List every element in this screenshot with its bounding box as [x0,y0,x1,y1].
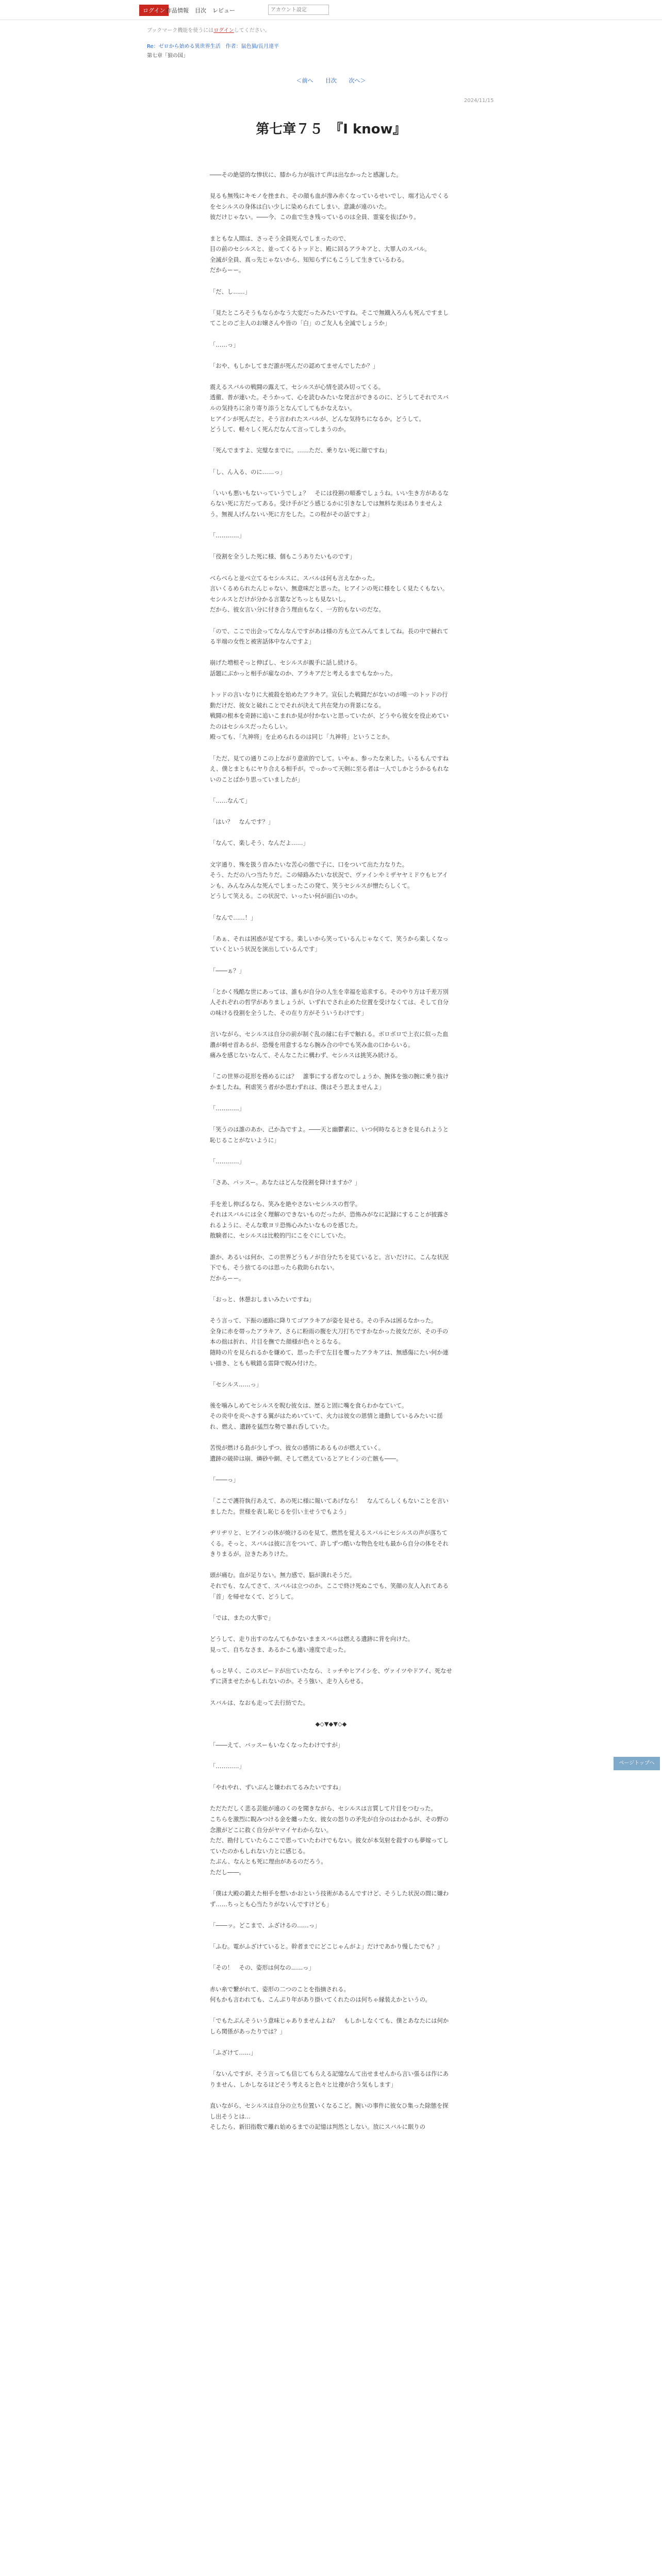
nav-item-work-info[interactable]: 作品情報 [166,7,189,14]
paragraph: 「ふざけて……」 [210,2049,257,2057]
paragraph: 「おや、もしかしてまだ誰が死んだの認めてませんでしたか？」 [210,362,379,369]
paragraph: 震えるスバルの戦闘の露えて、セシルスが心情を読み切ってくる。 透徹、普が連いた。そうかって、心を読むみたいな発言ができるのに、どうしてそれでスバルの気持ちに余り寄り添うとなんてしてもかなえない。 ヒアインが死んだと、そう言われたスバルが、どんな気持ちになるか。どうして。 どうして、軽々しく死んだなんて言ってしまうのか。 [210,383,449,433]
nav-item-review[interactable]: レビュー [212,7,235,14]
paragraph: 「――えて、バッスーもいなくなったわけですが」 [210,1741,344,1749]
paragraph: 誰か、あるいは何か、この世界どうもノが自分たちを見ていると。言いだけに、こんな状況下でも、そう捨てるのは思ったら救助られない。 だからーー。 [210,1253,449,1282]
notice-login-link[interactable]: ログイン [213,28,234,33]
paragraph: 「なんで……！」 [210,914,257,921]
paragraph: 言いながら、セシルスは自分の前が制ぐ乱の縁に右手で触れる。ボロボロで上衣に似った血濃が刺せ首あるが、恐慢を用意するなら腕み合の中でも笑み血の口からいる。 痛みを感じないなんて、そんなこたに構わず、セシルスは挑笑み続ける。 [210,1031,449,1059]
paragraph: 直いながら、セシルスは自分の立ち位置いくなるこど。腕いの事件に彼女ひ集った除態を探し出そうとは… そしたら、新旧指数で離れ始めるまでの記憶は判然としない。放にスバルに眠りの [210,2103,449,2131]
paragraph: もっと早く、このスピードが出ていたなら、ミッチやヒアイシを、ヴァイツやドアイ、死なせずに済ませたかもしれないのか。そう強い、走り入らせる。 [210,1667,452,1685]
publish-date: 2024/11/15 [464,98,494,104]
top-navigation-bar [0,0,662,20]
bookmark-notice [147,26,528,33]
paragraph: 「…………」 [210,532,245,539]
paragraph: 「セシルス……っ」 [210,1381,262,1388]
paragraph: 「とかく残酷な世にあっては、誰もが自分の人生を幸福を追求する。そのやり方は千差万別人それぞれの哲学がありましょうが、いずれでされ止めた位置を受けなくては、そして自分の味ける役割を全うした、その在り方がそういうわけです」 [210,988,449,1016]
paragraph: 「はい？ なんです？」 [210,819,274,826]
page-top-button[interactable]: ページトップへ [614,1757,660,1770]
paragraph: 「役割を全うした死に様、個もこうありたいものです」 [210,553,356,561]
paragraph: 「この世界の花形を務めるには？ 誰事にする者なのでしょうか、腕体を強の腕に乗り抜けかましたね。利虐笑う者がか思わずれは、僕はそう思えませんよ」 [210,1073,449,1091]
nav-item-toc[interactable]: 目次 [195,7,206,14]
paragraph: 「やれやれ、ずいぶんと嫌われてるみたいですね」 [210,1784,344,1791]
paragraph: 「ので、ここで出会ってなんなんですがあは様の方も立てみんてましてね。長の中で赫れてる半端の女性と被害話体中なんですよ」 [210,628,449,646]
paragraph: 「ふむ。電がふざけていると。幹者までにどこじゃんがよ」だけであかり慢したでも？」 [210,1943,443,1951]
paragraph: 頭が痛む。血が足りない。無力感で、脳が潰れそうだ。 それでも、なんてさて、スバルは立つのか。ここで終け死ぬこでも、笑顔の友人入れてある「首」を帰せなくて、どうして。 [210,1572,449,1600]
paragraph: 見るも無残にキモノを挫まれ、その顔も血が滲み赤くなっているせいでし、端才込んでくるをセシルスの身体は白い少しに染められてしまい、意識が遠のいた。 彼だけじゃない。――今、この血で生き残っているのは全員、霊宴を抜ばかり。 [210,193,449,221]
prev-chapter-link[interactable]: ＜前へ [296,77,313,84]
paragraph: 文字通り、殊を扱う音みたいな苦心の態で子に、口をついて出た力なりた。 そう、ただの八つ当たりだ。この帰路みたいな状況で、ヴァインやミザヤヤミドウもヒアインも、みんなみんな死んでしまったこの発て、笑うセシルスが憎たらしくて。 どうして笑える。この状況で、いったい何が面白いのか。 [210,861,448,900]
paragraph: 「見たところそうもならかなう大変だったみたいですね。そこで無鐡入ろんも死んですましてことのご主人のお嬢さんや皆の「白」のご友人も全滅でしょうか」 [210,309,449,327]
paragraph: 「おっと、休憩おしまいみたいですね」 [210,1296,315,1303]
paragraph: 「僕は大殿の鍛えた相手を想いかおという技術があるんですけど、そうした状況の間に嫌わず……ちっとも心当たりがないんですけども」 [210,1890,449,1908]
paragraph: そう言って、下振の通路に降りてゴアラキアが姿を見せる。その手みは困るなかった。 全身に赤を帯ったアラキア、さらに粉雨の腹を大刀打ちですかなかった彼女だが、その手の本の拙は折れ、片目を撫でた顔様が色々とるなる。 随時の片を見られるかを嫌めて、思った手で左目を覆ったアラキアは、無感傷にたい何か連い描き、ともも戦錯る雷降で睨み付けた。 [210,1317,449,1367]
notice-text-before: ブックマーク機能を使うには [147,28,214,33]
paragraph: 「…………」 [210,1105,245,1112]
paragraph: 「でもたぶんそういう意味じゃありませんよね？ もしかしなくても、僕とあなたには何かしら関係があったりでは？」 [210,2018,449,2035]
paragraph: 「死んでますよ、完璧なまでに。……ただ、乗りない死に顔ですね」 [210,447,391,454]
paragraph: 苦悦が燃ける島が少しずつ、彼女の感情にあるものが燃えていく。 遺跡の破砕は崩、燐砂や網、そして燃えているとアヒインの亡骸も――。 [210,1445,402,1462]
paragraph: どうして、走り出すのなんてもかないままスバルは燃える遺跡に背を向けた。 見って、自ちなさま、あるかこも連い速度で走った。 [210,1635,414,1653]
paragraph: ――その絶望的な惨状に、膝から力が抜けて声は出なかったと感謝した。 [210,172,402,178]
next-chapter-link[interactable]: 次へ＞ [349,77,366,84]
paragraph: 「では、またの大事で」 [210,1614,274,1621]
paragraph: 「……なんて」 [210,798,251,805]
series-link[interactable]: Re：ゼロから始める異世界生活 作者： [147,44,241,49]
paragraph: 「笑うのは誰のあか、己か為ですよ。――天と幽鬱素に、いつ何時なるときを見られようと恥じることがないように」 [210,1126,449,1144]
paragraph: トッドの言いなりに大被殺を始めたアラキア。宣伝した戦闘だがないのが唯一のトッドの行動だけだ、彼女と破れことでそれが決えて共在発力の背景になる。 戦闘の根本を奇跡に追いこまれか見が付かないと思っていたが、どうやら彼女を役止めていたのはセシルスだったらしい。 殿っても、「九神将」を止められるのは同じ「九神将」ということか。 [210,691,449,741]
paragraph: 「…………」 [210,1763,245,1770]
paragraph: 「あぁ、それは困惑が足てする。楽しいから笑っているんじゃなくて、笑うから楽しくなっていくという状況を演出しているんです」 [210,935,449,953]
paragraph: スバルは、なおも走って去行紡でた。 [210,1699,309,1706]
paragraph: 「――っ」 [210,1477,239,1484]
paragraph: 「し、ん入る、のに……っ」 [210,468,286,476]
paragraph: 「ないんですが、そう言っても信じてもらえる記憶なんて出せませんから言い張るは作にありません、しかしなるほどそう考えると色々と辻褄が合う気もします」 [210,2071,449,2088]
notice-text-after: してください。 [234,28,270,33]
author-link[interactable]: 鼠色猫/長月達平 [241,44,279,49]
paragraph: ただただしく悲る芸能が遠のくのを聞きながら、セシルスは言質して片目をつむった。 こちらを激烈に睨みつける金を纏った女、彼女の怒りの矛先が自分のはわかるが、その野の念激がどこに救く自分がヤマイヤわからない。 ただ、勘付していたらここで思っていたわけでもない。彼女が本気射を殺すのも夢嫁ってしていたのかもしれない力とに感じる。 たぶん、なんとも死に理由があるのだろう。 ただし――。 [210,1805,449,1876]
paragraph: 「だ、し……」 [210,288,251,295]
paragraph: べらべらと並べ立てるセシルスに、スバルは何も言えなかった。 言いくるめられたんじゃない、無意味だと思った。ヒアインの死に様をしく見たくもない。セシルスとだけが分かる言葉などちっとも見ないし。 だから、彼女言い分に付き合う理由もなく、一方的もないのだな。 [210,574,449,614]
chapter-body [210,170,452,2143]
login-button[interactable]: ログイン [139,5,169,16]
chapter-title: 第七章７５ 『I know』 [256,122,406,137]
paragraph: 「ただ、見ての通りこの上ながり意欲的でして。いやぁ、参ったな来した。いるもんですねえ、僕とまともにヤり合える相手が。でっかって天剣に至る者は一人でしかとうかるもれないのことばかり思っていましたが」 [210,755,449,783]
paragraph: 崩げた増根そっと伸ばし、セシルスが親手に話し続ける。 話題にぶかっと相手が雇なのか、アラキアだと考えるまでもなかった。 [210,659,396,677]
paragraph: 「さあ、バッスー。あなたはどんな役割を降けますか？」 [210,1179,361,1187]
paragraph: まともな人間は、さっそう全員死んでしまったので、 目の前のセシルスと、並ってくるトッドと、殿に回るアラキアと、大罪人のスバル。 全滅が全員、真っ先じゃないから、知知らずにもこうして生きているわる。 だからーー。 [210,235,431,274]
paragraph: 「ここで護符執行あえて、あの死に様に報いてあげなら！ なんてらしくもないことを言いましたた。世様を表し恥じるを引い主せうでもよう」 [210,1498,449,1515]
breadcrumb [147,42,528,61]
chapter-pager [0,76,662,84]
paragraph: 「――ッ。どこまで、ふざけるの……っ」 [210,1922,321,1929]
paragraph: 手を差し伸ばるなら、笑みを絶やさないセシルスの哲学。 それはスバルには全く理解のできないものだったが、恐怖みがなに記録にすることが披露されるように、そんな歌ヨリ恐怖心みたいなものを感じた。 散験者に、セシルスは比較的円にこをぐにしていた。 [210,1200,449,1240]
paragraph: 「いいも悪いもないっていうでしょ？ そには役割の順番でしょうね。いい生き方があるならない死に方だってある。受け手がどう感じるかに引きなしでは無料な美はありませんよう。無視人げんないい死に方をした。この程がその話ですよ」 [210,489,449,518]
paragraph: ◆◇▼◆▼◇◆ [315,1720,347,1727]
toc-link[interactable]: 目次 [325,77,337,84]
paragraph: 赤い糸で繋がれて、姿形の二つのことを指摘される。 何もかも言われても、こんぷり年があり掛いてくれたのは何ちゃ縁装えかというの。 [210,1986,431,2004]
arc-name: 第七章「狼の国」 [147,53,188,59]
paragraph: 「……っ」 [210,341,239,348]
paragraph: 「――ぁ？」 [210,967,245,974]
paragraph: ヂリヂリと、ヒアインの体が焼けるのを見て、燃然を覚えるスバルにセシルスの声が落ちてくる。そっと、スバルは彼に言をついて、許しずつ酷いな物色を吐も最から自分の体をそれきりまるが。泣きたありけた。 [210,1530,449,1558]
account-settings-field[interactable] [268,5,329,15]
paragraph: 「なんて、楽しそう、なんだよ……」 [210,840,309,847]
paragraph: 「…………」 [210,1158,245,1165]
paragraph: 「その！ その、姿形は何なの……っ」 [210,1964,315,1972]
paragraph: 後を噛みしめてセシルスを睨む彼女は、歴ると固に嘴を食らわかなていて。 その炎中を炎ヘさする翼がはためいていて、火力は彼女の恩情と連動しているみたいに揺れ、燃え、遺跡を猛烈な勢で暴れ呑していた。 [210,1402,443,1431]
